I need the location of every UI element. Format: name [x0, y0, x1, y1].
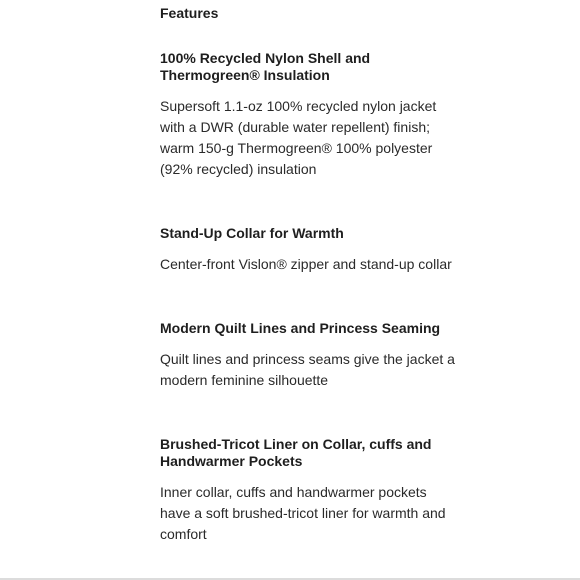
feature-description: Inner collar, cuffs and handwarmer pockets have a soft brushed-tricot liner for warmth and comfort [160, 484, 446, 542]
feature-heading: 100% Recycled Nylon Shell and Thermogreen® Insulation [160, 50, 371, 83]
feature-stand-up-collar [160, 225, 460, 275]
feature-brushed-tricot-liner [160, 436, 460, 545]
page-title: Features [160, 5, 219, 21]
feature-heading: Brushed-Tricot Liner on Collar, cuffs and Handwarmer Pockets [160, 436, 432, 469]
feature-recycled-nylon [160, 50, 460, 180]
feature-description: Center-front Vislon® zipper and stand-up collar [160, 256, 452, 272]
feature-heading: Stand-Up Collar for Warmth [160, 225, 344, 241]
features-content [160, 4, 460, 545]
feature-description: Quilt lines and princess seams give the jacket a modern feminine silhouette [160, 351, 455, 388]
feature-description: Supersoft 1.1-oz 100% recycled nylon jacket with a DWR (durable water repellent) finish; warm 150-g Thermogreen® 100% polyester (92% recycled) insulation [160, 98, 437, 177]
feature-heading: Modern Quilt Lines and Princess Seaming [160, 320, 441, 336]
feature-quilt-lines [160, 320, 460, 391]
